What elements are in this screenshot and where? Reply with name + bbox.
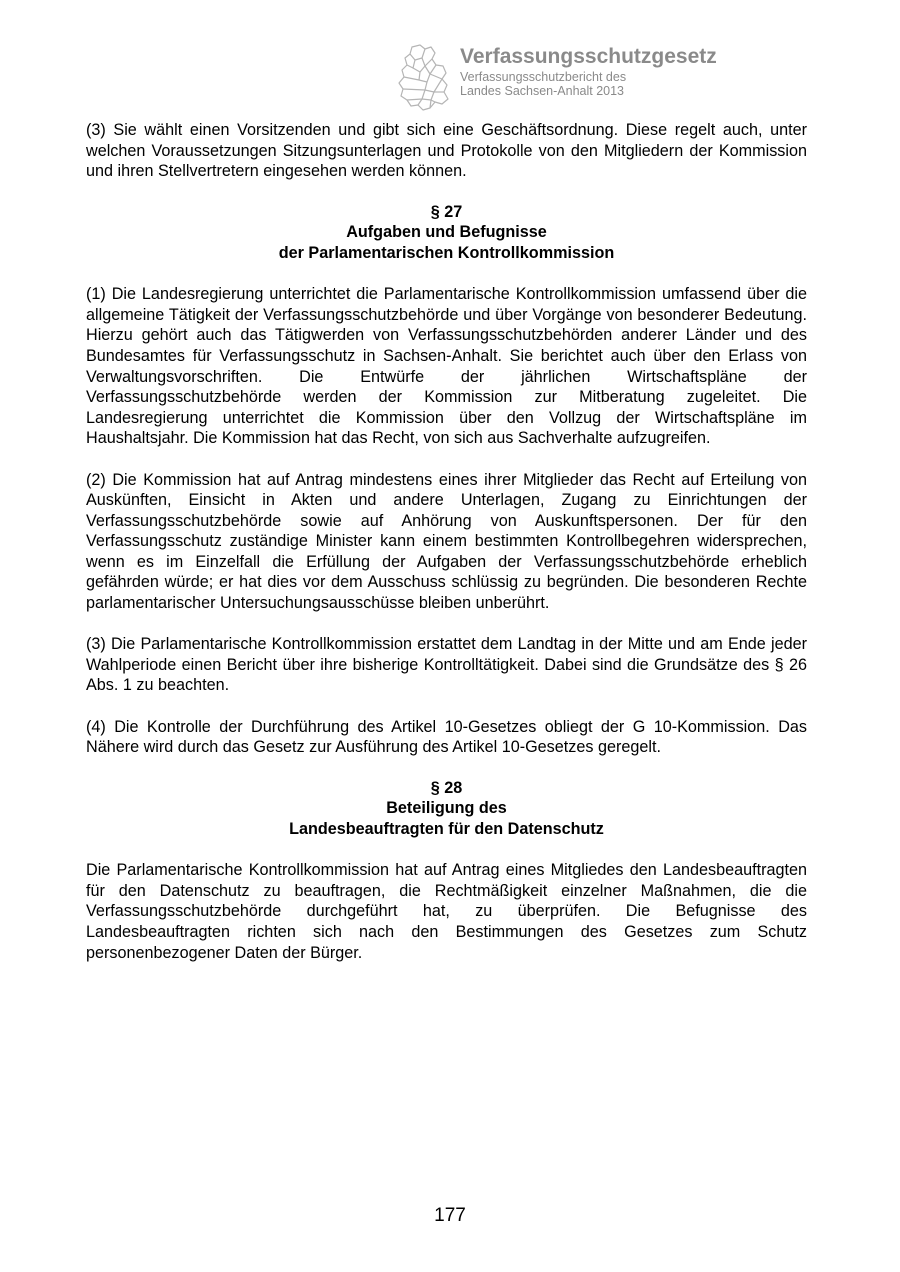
section-28-title-line1: Beteiligung des [386,799,507,818]
section-28-title-line2: Landesbeauftragten für den Datenschutz [289,820,604,838]
section-28-body [86,860,807,963]
sachsen-anhalt-map-icon [398,44,450,112]
section-27-title-line1: Aufgaben und Befugnisse [346,223,547,242]
section-27-number: § 27 [430,202,463,221]
section-27-paragraph-3: (3) Die Parlamentarische Kontrollkommission erstattet dem Landtag in der Mitte und am Ende jeder Wahlperiode einen Bericht über ihre bisherige Kontrolltätigkeit. Dabei sind die Grundsätze des § 26 Abs. 1 zu beachten. [86,635,807,695]
header-subtitle-line1: Verfassungsschutzbericht des [460,70,627,84]
header-title: Verfassungsschutzgesetz [460,45,717,68]
page-number: 177 [434,1205,466,1226]
intro-paragraph: (3) Sie wählt einen Vorsitzenden und gibt sich eine Geschäftsordnung. Diese regelt auch, unter welchen Voraussetzungen Sitzungsunterlagen und Protokolle von den Mitgliedern der Kommission und ihren Stellvertretern eingesehen werden können. [86,121,807,181]
section-27-paragraph-1: (1) Die Landesregierung unterrichtet die Parlamentarische Kontrollkommission umfassend über die allgemeine Tätigkeit der Verfassungsschutzbehörde und über Vorgänge von besonderer Bedeutung. Hierzu gehört auch das Tätigwerden von Verfassungsschutzbehörden anderer Länder und des Bundesamtes für Verfassungsschutz in Sachsen-Anhalt. Sie berichtet auch über den Erlass von Verwaltungsvorschriften. Die Entwürfe der jährlichen Wirtschaftspläne der Verfassungsschutzbehörde werden der Kommission zur Mitberatung zugeleitet. Die Landesregierung unterrichtet die Kommission über den Vollzug der Wirtschaftspläne im Haushaltsjahr. Die Kommission hat das Recht, von sich aus Sachverhalte aufzugreifen. [86,285,807,448]
section-27-title-line2: der Parlamentarischen Kontrollkommission [278,243,615,262]
document-body [86,120,807,963]
section-28-heading [86,778,807,840]
section-27-paragraph-4: (4) Die Kontrolle der Durchführung des Artikel 10-Gesetzes obliegt der G 10-Kommission. Das Nähere wird durch das Gesetz zur Ausführung des Artikel 10-Gesetzes geregelt. [86,717,807,757]
section-27-body [86,284,807,758]
section-27-heading [86,202,807,264]
page-header [398,44,778,114]
header-subtitle-line2: Landes Sachsen-Anhalt 2013 [460,84,625,98]
section-28-paragraph-1: Die Parlamentarische Kontrollkommission hat auf Antrag eines Mitgliedes den Landesbeauftragten für den Datenschutz zu beauftragen, die Rechtmäßigkeit einzelner Maßnahmen, die die Verfassungsschutzbehörde durchgeführt hat, zu überprüfen. Die Befugnisse des Landesbeauftragten richten sich nach den Bestimmungen des Gesetzes zum Schutz personenbezogener Daten der Bürger. [86,861,807,962]
section-27-paragraph-2: (2) Die Kommission hat auf Antrag mindestens eines ihrer Mitglieder das Recht auf Erteilung von Auskünften, Einsicht in Akten und andere Unterlagen, Zugang zu Einrichtungen der Verfassungsschutzbehörde sowie auf Anhörung von Auskunftspersonen. Der für den Verfassungsschutz zuständige Minister kann einem bestimmten Kontrollbegehren widersprechen, wenn es im Einzelfall die Erfüllung der Aufgaben der Verfassungsschutzbehörde erheblich gefährden würde; er hat dies vor dem Ausschuss schlüssig zu begründen. Die besonderen Rechte parlamentarischer Untersuchungsausschüsse bleiben unberührt. [86,470,807,613]
section-28-number: § 28 [430,778,463,797]
